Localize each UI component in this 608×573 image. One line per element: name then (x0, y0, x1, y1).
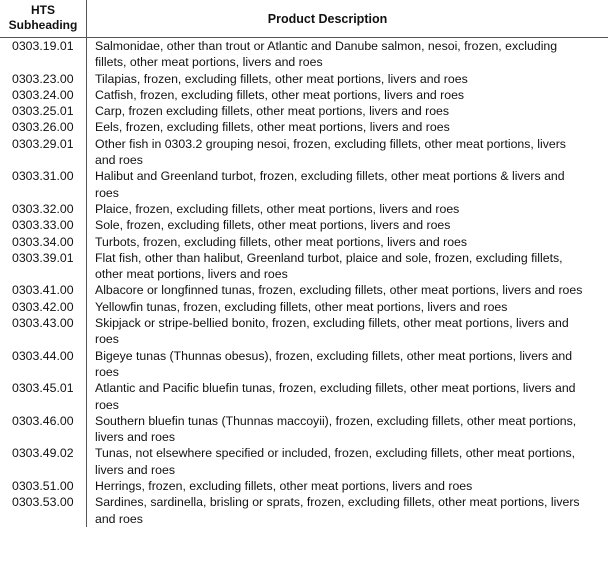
table-row (0, 71, 608, 87)
product-description-cell: Southern bluefin tunas (Thunnas maccoyii), frozen, excluding fillets, other meat portions, livers and roes (95, 413, 577, 445)
table-row (0, 348, 608, 381)
hts-header-line1: HTS (31, 3, 55, 17)
table-row (0, 136, 608, 169)
hts-code-cell: 0303.24.00 (0, 87, 87, 103)
hts-code-cell: 0303.34.00 (0, 234, 87, 250)
product-description-cell: Bigeye tunas (Thunnas obesus), frozen, excluding fillets, other meat portions, livers and roes (95, 348, 573, 379)
table-row (0, 315, 608, 348)
hts-code-cell: 0303.53.00 (0, 494, 87, 527)
hts-code-cell: 0303.41.00 (0, 282, 87, 298)
hts-header-line2: Subheading (8, 18, 78, 32)
table-row (0, 217, 608, 233)
hts-subheading-column-header (0, 0, 87, 37)
product-description-cell: Atlantic and Pacific bluefin tunas, frozen, excluding fillets, other meat portions, livers and roes (95, 381, 576, 412)
table-row (0, 38, 608, 71)
table-row (0, 87, 608, 103)
table-row (0, 282, 608, 298)
product-description-cell: Plaice, frozen, excluding fillets, other meat portions, livers and roes (95, 201, 460, 216)
hts-code-cell: 0303.39.01 (0, 250, 87, 283)
hts-code-cell: 0303.25.01 (0, 103, 87, 119)
product-description-cell: Albacore or longfinned tunas, frozen, excluding fillets, other meat portions, livers and roes (95, 283, 583, 298)
product-description-cell: Tilapias, frozen, excluding fillets, other meat portions, livers and roes (95, 71, 468, 86)
table-row (0, 380, 608, 413)
table-row (0, 299, 608, 315)
product-description-cell: Halibut and Greenland turbot, frozen, excluding fillets, other meat portions & livers and roes (95, 169, 565, 200)
hts-code-cell: 0303.26.00 (0, 119, 87, 135)
product-description-cell: Eels, frozen, excluding fillets, other meat portions, livers and roes (95, 120, 450, 135)
product-description-cell: Salmonidae, other than trout or Atlantic and Danube salmon, nesoi, frozen, excluding fillets, other meat portions, livers and roes (95, 39, 558, 70)
hts-code-cell: 0303.42.00 (0, 299, 87, 315)
hts-code-cell: 0303.29.01 (0, 136, 87, 169)
product-description-cell: Yellowfin tunas, frozen, excluding fillets, other meat portions, livers and roes (95, 299, 508, 314)
product-description-cell: Catfish, frozen, excluding fillets, other meat portions, livers and roes (95, 87, 465, 102)
product-description-cell: Sardines, sardinella, brisling or sprats, frozen, excluding fillets, other meat portions, livers and roes (95, 495, 580, 526)
product-description-cell: Turbots, frozen, excluding fillets, other meat portions, livers and roes (95, 234, 468, 249)
hts-code-cell: 0303.51.00 (0, 478, 87, 494)
hts-code-cell: 0303.23.00 (0, 71, 87, 87)
table-row (0, 250, 608, 283)
hts-code-cell: 0303.49.02 (0, 445, 87, 478)
product-description-cell: Flat fish, other than halibut, Greenland turbot, plaice and sole, frozen, excluding fillets, other meat portions, livers and roes (95, 250, 563, 282)
table-header (0, 0, 608, 38)
table-row (0, 445, 608, 478)
table-row (0, 103, 608, 119)
table-body (0, 38, 608, 527)
table-row (0, 168, 608, 201)
hts-code-cell: 0303.43.00 (0, 315, 87, 348)
hts-code-cell: 0303.46.00 (0, 413, 87, 446)
product-description-cell: Herrings, frozen, excluding fillets, other meat portions, livers and roes (95, 479, 473, 494)
table-row (0, 478, 608, 494)
hts-code-cell: 0303.31.00 (0, 168, 87, 201)
product-description-cell: Other fish in 0303.2 grouping nesoi, frozen, excluding fillets, other meat portions, livers and roes (95, 136, 566, 168)
hts-code-cell: 0303.33.00 (0, 217, 87, 233)
hts-code-cell: 0303.32.00 (0, 201, 87, 217)
product-description-column-header: Product Description (267, 12, 388, 26)
table-row (0, 119, 608, 135)
table-row (0, 413, 608, 446)
product-description-cell: Skipjack or stripe-bellied bonito, frozen, excluding fillets, other meat portions, livers and roes (95, 316, 569, 347)
hts-code-cell: 0303.45.01 (0, 380, 87, 413)
table-row (0, 201, 608, 217)
product-description-cell: Carp, frozen excluding fillets, other meat portions, livers and roes (95, 104, 450, 119)
hts-code-cell: 0303.44.00 (0, 348, 87, 381)
product-description-cell: Sole, frozen, excluding fillets, other meat portions, livers and roes (95, 218, 451, 233)
hts-code-cell: 0303.19.01 (0, 38, 87, 71)
table-row (0, 494, 608, 527)
product-description-cell: Tunas, not elsewhere specified or included, frozen, excluding fillets, other meat portions, livers and roes (95, 446, 576, 477)
table-row (0, 234, 608, 250)
